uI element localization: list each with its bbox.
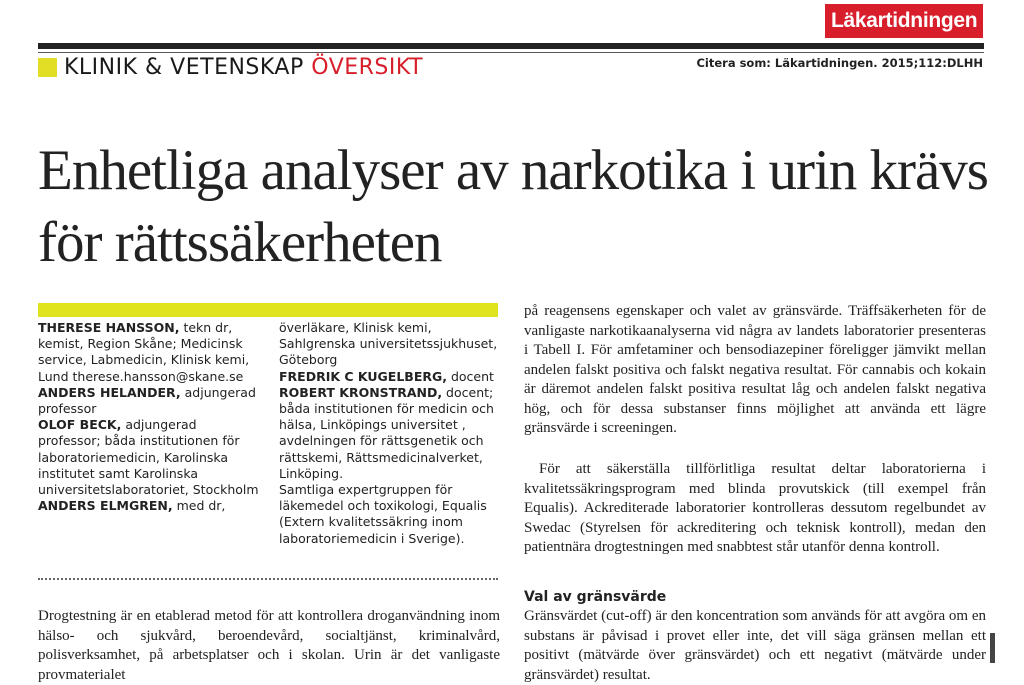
author-desc: tekn dr, kemist, Region Skåne; Medicinsk service, Labmedicin, Klinisk kemi, Lund therese.hansson@skane.se (38, 320, 250, 384)
author-entry (279, 320, 499, 369)
author-column-1 (38, 320, 260, 514)
author-entry (38, 417, 260, 498)
author-entry (38, 498, 260, 514)
author-name: ANDERS ELMGREN, (38, 498, 173, 514)
author-name: ANDERS HELANDER, (38, 384, 181, 400)
subheading: Val av gränsvärde (524, 589, 667, 605)
intro-paragraph: Drogtestning är en etablerad metod för att kontrollera droganvändning inom hälso- och sjukvård, beroendevård, socialtjänst, kriminalvård, polisverksamhet, på arbetsplatser och i skolan. Urin är det vanligaste provmaterialet (38, 608, 500, 683)
header-rule-thin (38, 52, 984, 53)
author-column-2 (279, 320, 499, 547)
margin-mark (990, 633, 995, 663)
citation: Citera som: Läkartidningen. 2015;112:DLHH (696, 56, 983, 70)
author-desc: adjungerad professor (38, 384, 256, 417)
header-rule (38, 43, 984, 49)
section-label (64, 55, 423, 80)
author-desc: överläkare, Klinisk kemi, Sahlgrenska universitetssjukhuset, Göteborg (279, 320, 498, 368)
body-paragraph: Gränsvärdet (cut-off) är den koncentration som används för att avgöra om en substans är påvisad i provet eller inte, det vill säga gränsen mellan ett positivt (mätvärde över gränsvärdet) och ett negativt (mätvärde under gränsvärdet) resultat. (524, 608, 986, 683)
section-label-main: KLINIK & VETENSKAP (64, 55, 304, 80)
author-desc: adjungerad professor; båda institutionen för laboratoriemedicin, Karolinska institutet samt Karolinska universitetslaboratoriet, Stockholm (38, 417, 259, 498)
body-paragraph: För att säkerställa tillförlitliga resultat deltar laboratorierna i kvalitetssäkringsprogram med blinda provutskick (till exempel från Equalis). Ackrediterade laboratorier kontrolleras dessutom regelbundet av Swedac (Styrelsen för ackreditering och teknisk kontroll), medan den patientnära drogtestningen med snabbtest står utanför denna kontroll. (524, 461, 986, 555)
article-headline: Enhetliga analyser av narkotika i urin krävs för rättssäkerheten (38, 139, 988, 274)
section-label-accent: ÖVERSIKT (311, 55, 424, 80)
author-desc: docent; båda institutionen för medicin och hälsa, Linköpings universitet , avdelningen för rättsgenetik och rättskemi, Rättsmedicinalverket, Linköping. (279, 384, 494, 481)
author-entry (279, 385, 499, 482)
author-entry (38, 385, 260, 417)
author-box-bar (38, 303, 498, 317)
author-entry (279, 482, 499, 547)
author-box-divider (38, 578, 498, 580)
author-name: FREDRIK C KUGELBERG, (279, 368, 447, 384)
author-name: THERESE HANSSON, (38, 320, 180, 335)
author-desc: docent (447, 368, 494, 384)
author-desc: med dr, (172, 498, 226, 514)
author-entry (279, 369, 499, 385)
body-paragraph: på reagensens egenskaper och valet av gränsvärde. Träffsäkerheten för de vanligaste narkotikaanalyserna vid några av landets laboratorier presenteras i Tabell I. För amfetaminer och bensodiazepiner föreligger jämvikt mellan andelen falskt positiva och falskt negativa resultat. För cannabis och kokain är däremot andelen falskt positiva resultat låg och andelen falskt negativa hög, och för dessa substanser finns möjlighet att använda ett lägre gränsvärde i screeningen. (524, 303, 986, 436)
author-name: OLOF BECK, (38, 417, 122, 433)
section-marker-icon (38, 58, 57, 77)
author-entry (38, 320, 260, 385)
journal-logo: Läkartidningen (825, 4, 983, 38)
author-desc: Samtliga expertgruppen för läkemedel och toxikologi, Equalis (Extern kvalitetssäkring inom laboratoriemedicin i Sverige). (279, 482, 487, 546)
author-name: ROBERT KRONSTRAND, (279, 384, 443, 400)
